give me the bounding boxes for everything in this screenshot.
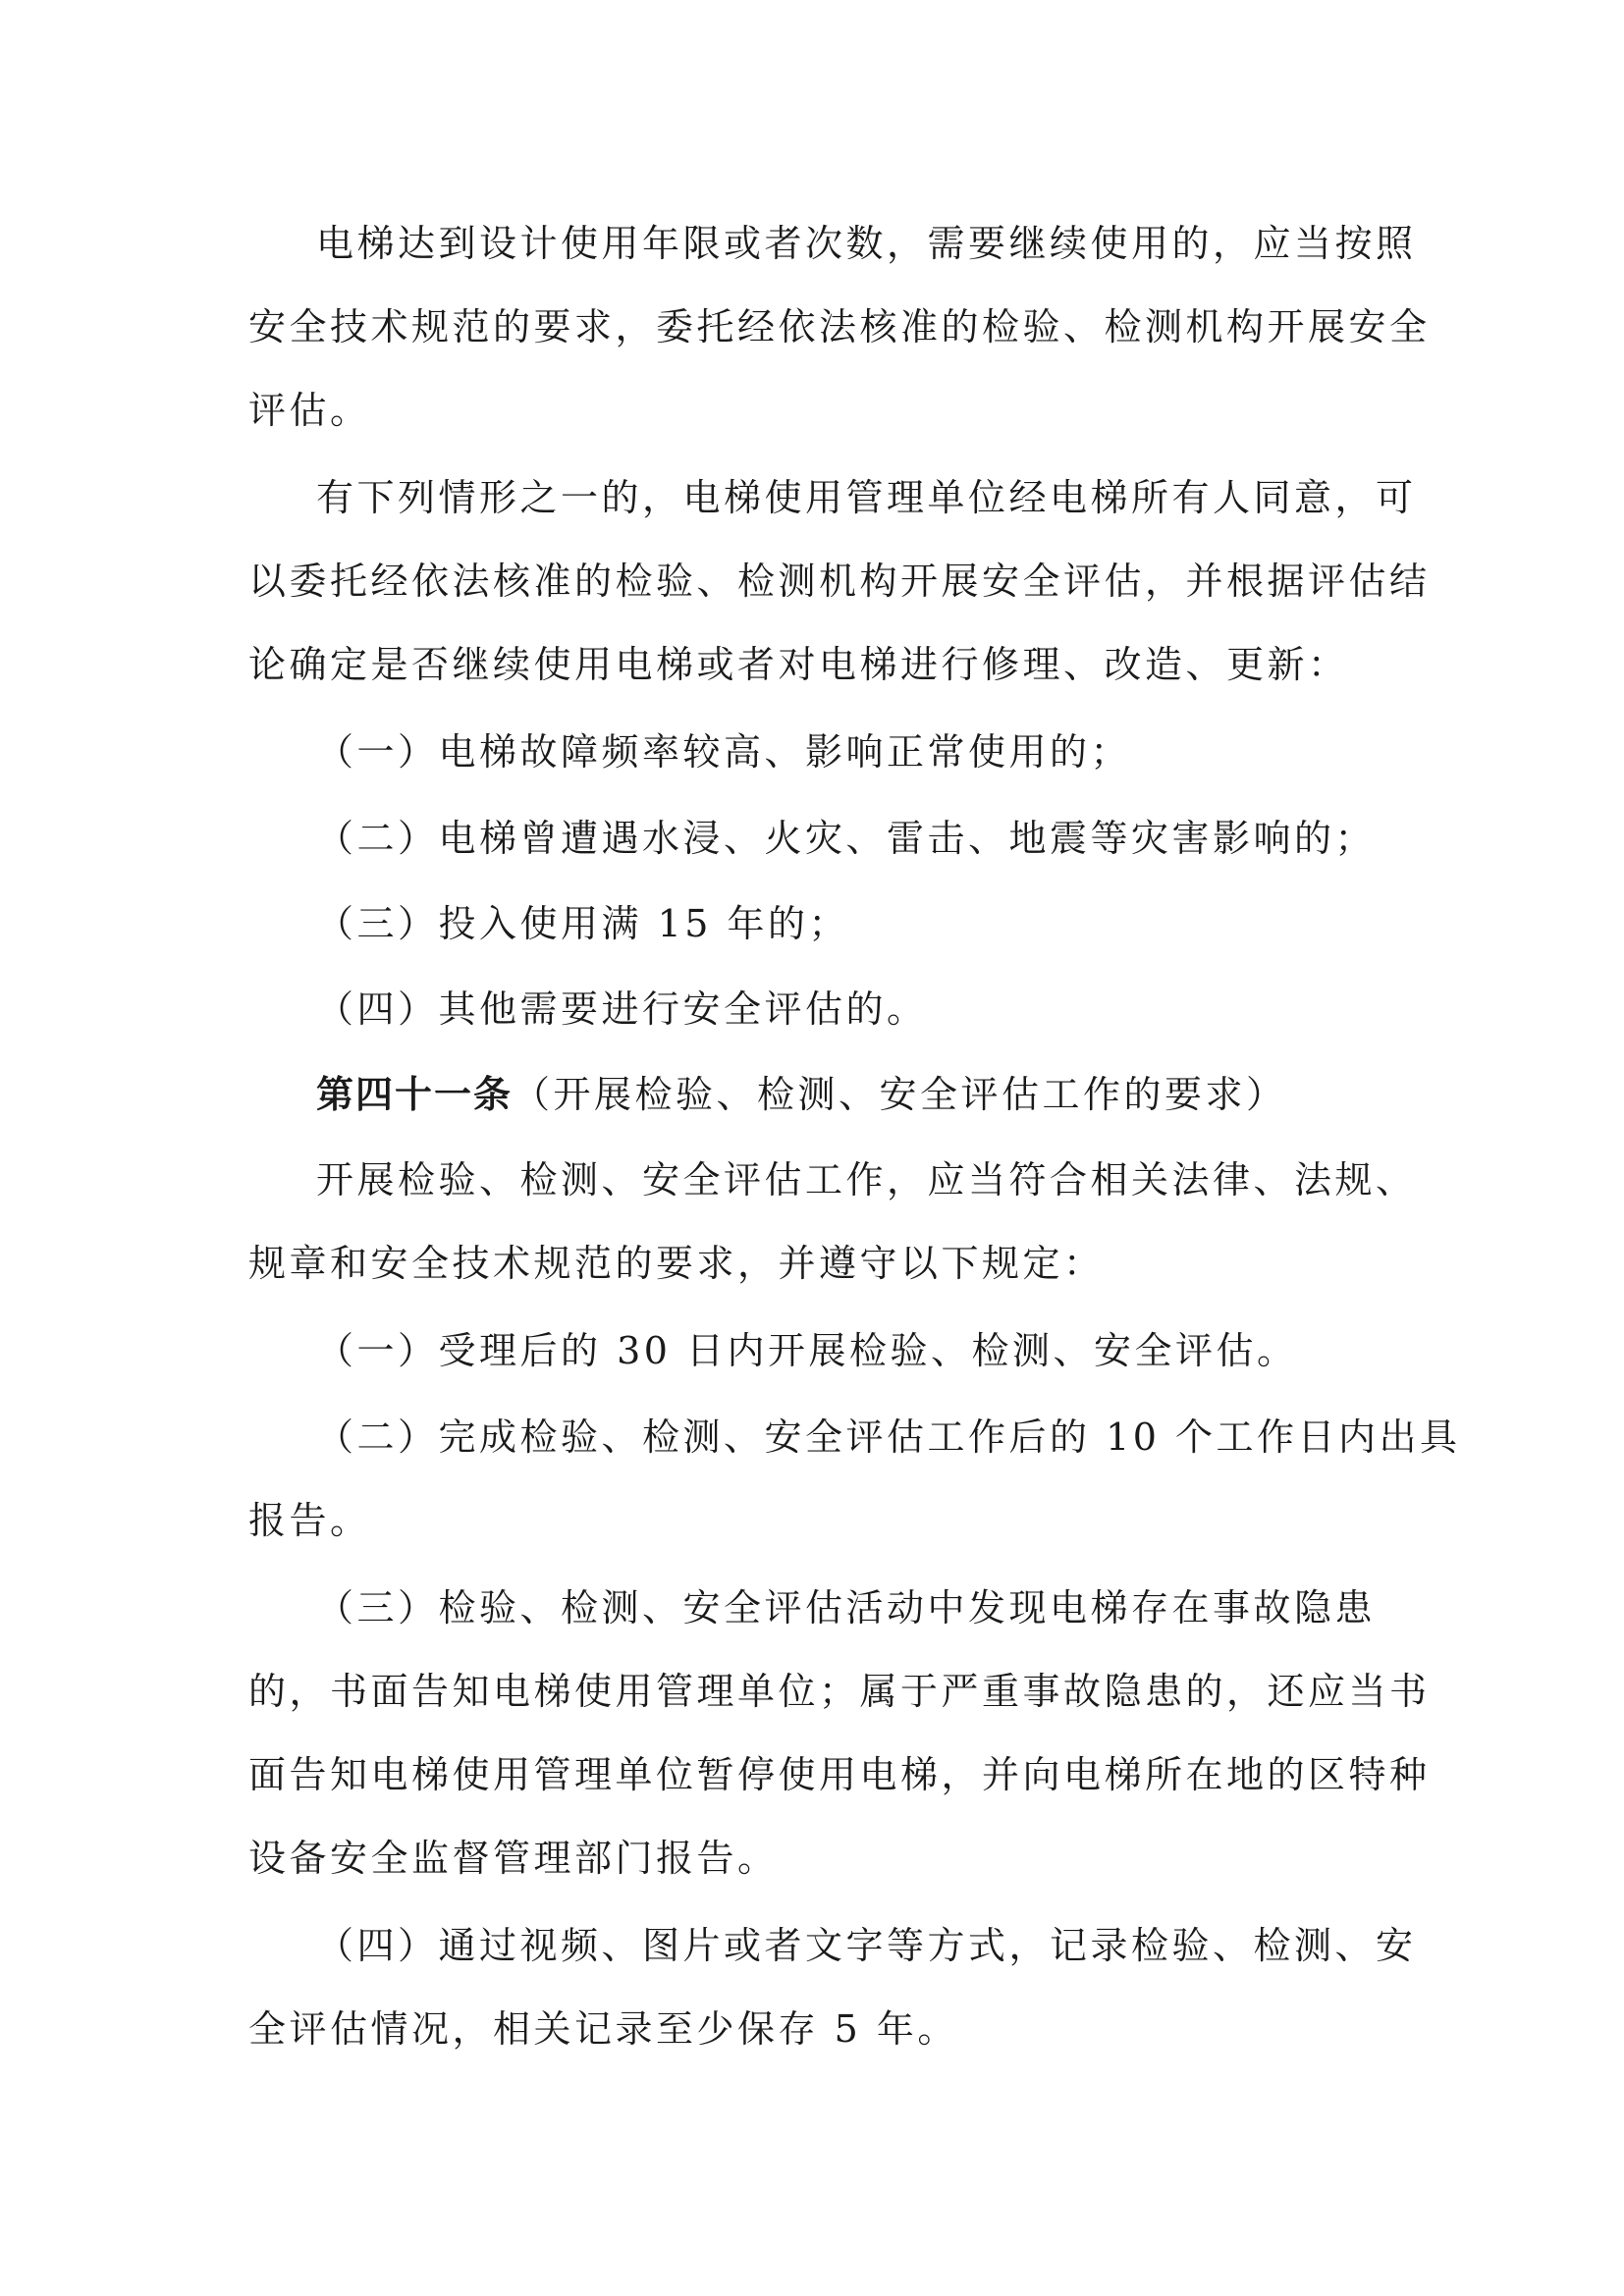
list-item-continuation: 面告知电梯使用管理单位暂停使用电梯，并向电梯所在地的区特种: [248, 1753, 1431, 1796]
paragraph-line: 安全技术规范的要求，委托经依法核准的检验、检测机构开展安全: [248, 305, 1431, 348]
list-item: （一）受理后的 30 日内开展检验、检测、安全评估。: [316, 1329, 1298, 1372]
list-item: （三）检验、检测、安全评估活动中发现电梯存在事故隐患: [316, 1586, 1377, 1629]
list-item: （二）电梯曾遭遇水浸、火灾、雷击、地震等灾害影响的；: [316, 817, 1377, 860]
paragraph-line: 有下列情形之一的，电梯使用管理单位经电梯所有人同意，可: [316, 476, 1417, 519]
list-item: （二）完成检验、检测、安全评估工作后的 10 个工作日内出具: [316, 1415, 1461, 1459]
paragraph-line: 论确定是否继续使用电梯或者对电梯进行修理、改造、更新：: [248, 643, 1349, 686]
paragraph-line: 电梯达到设计使用年限或者次数，需要继续使用的，应当按照: [316, 222, 1417, 265]
list-item: （四）通过视频、图片或者文字等方式，记录检验、检测、安: [316, 1924, 1417, 1967]
list-item-continuation: 的，书面告知电梯使用管理单位；属于严重事故隐患的，还应当书: [248, 1670, 1431, 1713]
list-item: （四）其他需要进行安全评估的。: [316, 988, 928, 1031]
paragraph-line: 评估。: [248, 389, 371, 432]
article-heading: [316, 1071, 1287, 1118]
article-number: 第四十一条: [316, 1073, 514, 1116]
list-item-continuation: 全评估情况，相关记录至少保存 5 年。: [248, 2007, 958, 2051]
paragraph-line: 以委托经依法核准的检验、检测机构开展安全评估，并根据评估结: [248, 560, 1431, 603]
list-item-continuation: 报告。: [248, 1499, 371, 1542]
paragraph-line: 规章和安全技术规范的要求，并遵守以下规定：: [248, 1242, 1105, 1285]
paragraph-line: 开展检验、检测、安全评估工作，应当符合相关法律、法规、: [316, 1158, 1417, 1201]
list-item: （一）电梯故障频率较高、影响正常使用的；: [316, 730, 1132, 774]
list-item: （三）投入使用满 15 年的；: [316, 902, 850, 945]
list-item-continuation: 设备安全监督管理部门报告。: [248, 1837, 779, 1880]
article-title: （开展检验、检测、安全评估工作的要求）: [513, 1073, 1287, 1116]
